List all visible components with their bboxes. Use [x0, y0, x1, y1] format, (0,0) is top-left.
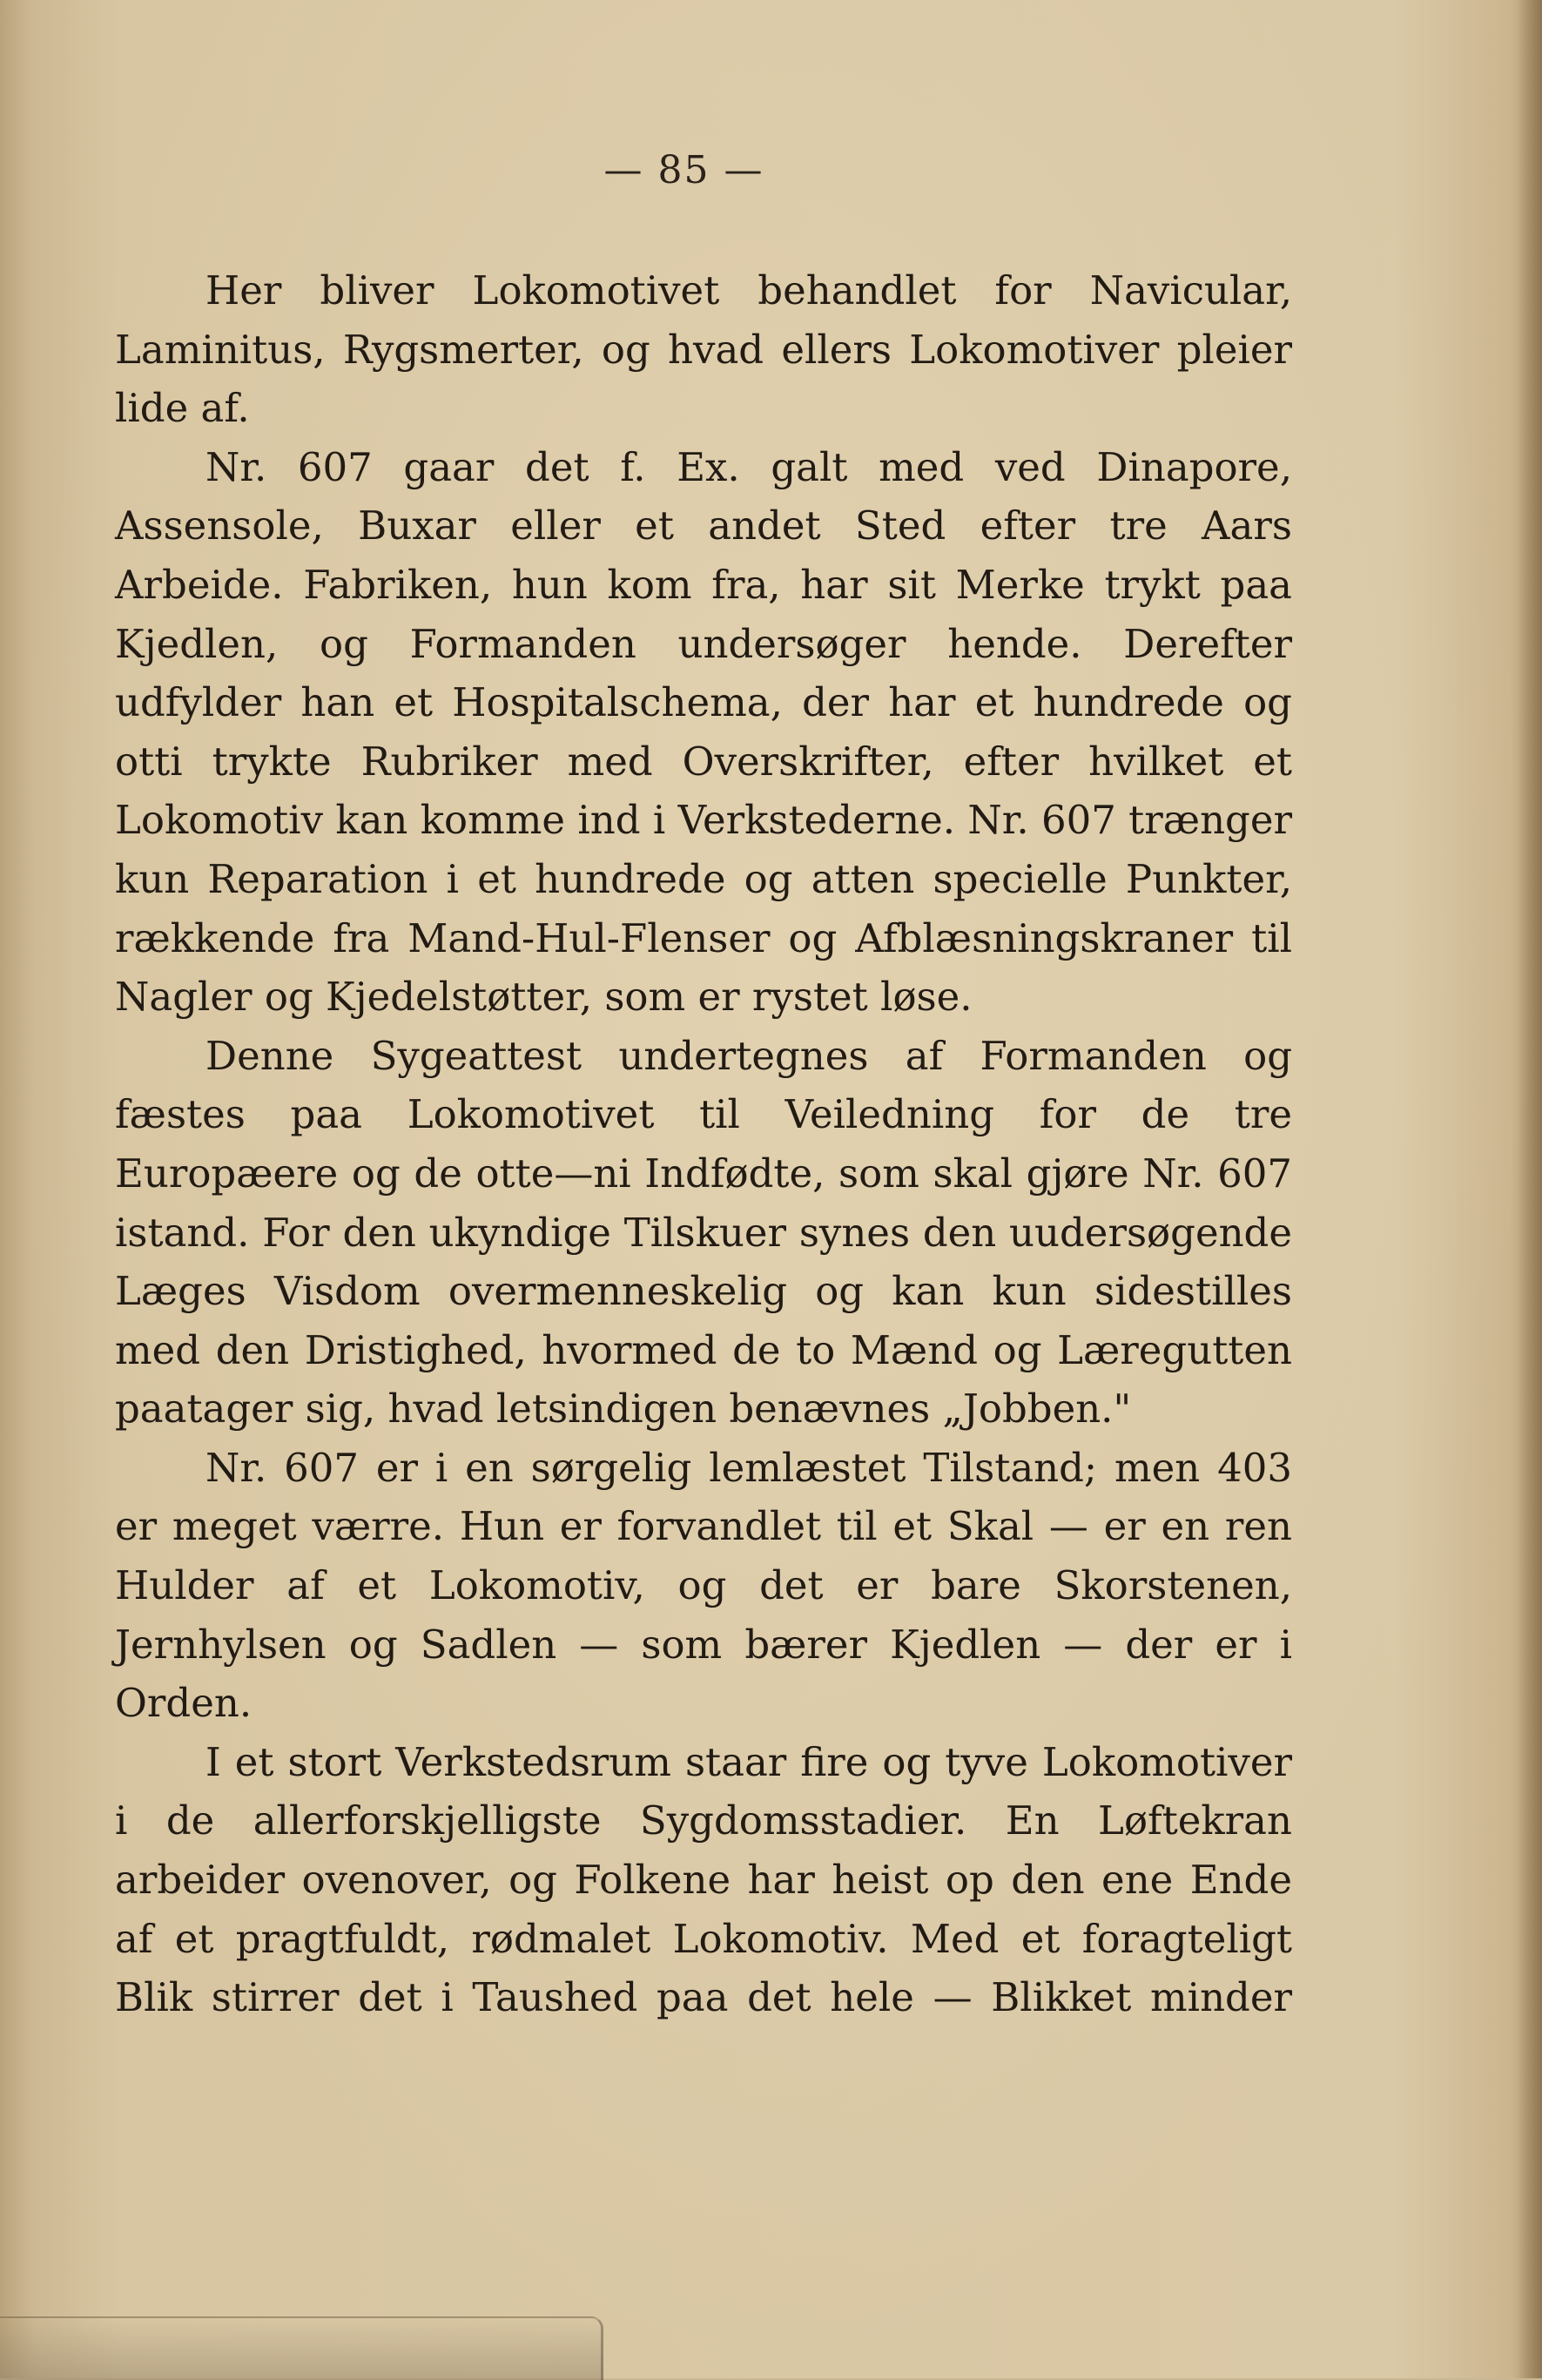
- paragraph-3: Denne Sygeattest undertegnes af Formanden og fæstes paa Lokomotivet til Veiledning for de tre Europæere og de otte—ni Indfødte, som skal gjøre Nr. 607 istand. For den ukyndige Tilskuer synes den uudersøgende Læges Visdom overmenneskelig og kan kun sidestilles med den Dristighed, hvormed de to Mænd og Læregutten paatager sig, hvad letsindigen benævnes „Jobben.": [115, 1032, 1292, 1433]
- paragraph-5: I et stort Verkstedsrum staar fire og tyve Lokomotiver i de allerforskjelligste Sygdomsstadier. En Løftekran arbeider ovenover, og Folkene har heist op den ene Ende af et pragtfuldt, rødmalet Lokomotiv. Med et foragteligt Blik stirrer det i Taushed paa det hele — Blikket minder: [115, 1738, 1292, 2021]
- page-edge-shadow: [1518, 0, 1542, 2378]
- paragraph-2: Nr. 607 gaar det f. Ex. galt med ved Dinapore, Assensole, Buxar eller et andet Sted efter tre Aars Arbeide. Fabriken, hun kom fra, har sit Merke trykt paa Kjedlen, og Formanden undersøger hende. Derefter udfylder han et Hospitalschema, der har et hundrede og otti trykte Rubriker med Overskrifter, efter hvilket et Lokomotiv kan komme ind i Verkstederne. Nr. 607 trænger kun Reparation i et hundrede og atten specielle Punkter, rækkende fra Mand-Hul-Flenser og Afblæsningskraner til Nagler og Kjedelstøtter, som er rystet løse.: [115, 443, 1292, 1021]
- paragraph-4: Nr. 607 er i en sørgelig lemlæstet Tilstand; men 403 er meget værre. Hun er forvandlet til et Skal — er en ren Hulder af et Lokomotiv, og det er bare Skorstenen, Jernhylsen og Sadlen — som bærer Kjedlen — der er i Orden.: [115, 1444, 1292, 1727]
- body-text: [115, 261, 1292, 2027]
- paragraph-1: Her bliver Lokomotivet behandlet for Navicular, Laminitus, Rygsmerter, og hvad ellers Lokomotiver pleier lide af.: [115, 267, 1292, 432]
- page-number: — 85 —: [603, 148, 764, 192]
- page-stain: [0, 2316, 603, 2380]
